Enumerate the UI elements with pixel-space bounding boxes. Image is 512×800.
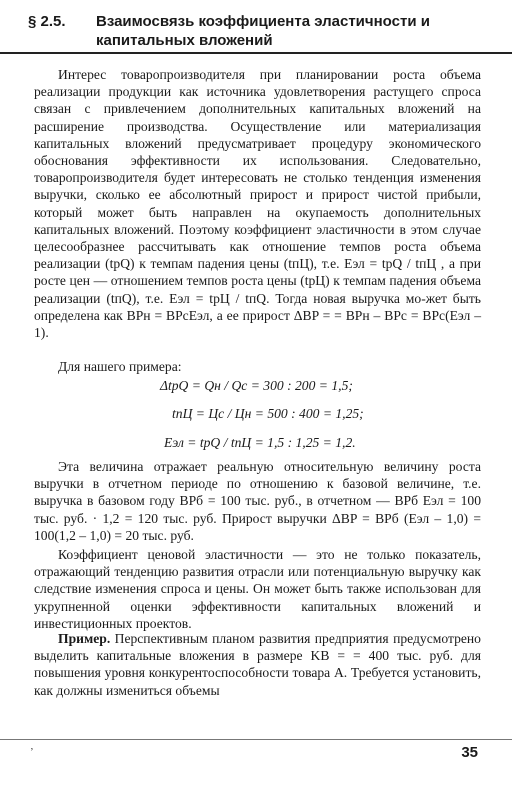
paragraph-example xyxy=(34,630,481,699)
example-text: Перспективным планом развития предприятия предусмотрено выделить капитальные вложения в размере KB = = 400 тыс. руб. для повышения уровня конкурентоспособности товара А. Требуется установить, как должны измениться объемы xyxy=(34,631,481,698)
footer-divider xyxy=(0,739,512,740)
header-divider xyxy=(0,52,512,54)
corner-mark: ’ xyxy=(30,746,34,758)
paragraph-intro: Интерес товаропроизводителя при планировании роста объема реализации продукции как источника удовлетворения растущего спроса связан с привлечением дополнительных капитальных вложений на расширение производства. Осуществление или материализация капитальных вложений предусматривает процедуру экономического обоснования эффективности их использования. Следовательно, товаропроизводителя будет интересовать не столько тенденция изменения выручки, сколько ее абсолютный прирост и прирост чистой прибыли, который может быть направлен на окупаемость дополнительных капитальных вложений. Поэтому коэффициент эластичности в этом случае целесообразнее рассчитывать как отношение темпов роста объема реализации (tpQ) к темпам падения цены (tпЦ), т.е. Eэл = tpQ / tпЦ , а при росте цен — отношением темпов роста цены (tpЦ) к темпам падения объема реализации (tпQ), т.е. Eэл = tpЦ / tпQ. Тогда новая выручка мо-жет быть определена как BPн = BPсEэл, а ее прирост ΔBP = = BPн – BPс = BPс(Eэл – 1). xyxy=(34,67,481,341)
example-label: Пример. xyxy=(58,631,111,646)
section-title: Взаимосвязь коэффициента эластичности и капитальных вложений xyxy=(96,13,430,49)
paragraph-elasticity-use: Коэффициент ценовой эластичности — это не только показатель, отражающий тенденцию развития отрасли или потенциальную выручку как следствие изменения спроса и цены. Он может быть также использован для укрупненной оценки эффективности капитальных вложений и инвестиционных проектов. xyxy=(34,547,481,631)
paragraph-example-lead: Для нашего примера: xyxy=(58,359,182,374)
paragraph-revenue-growth: Эта величина отражает реальную относительную величину роста выручки в отчетном периоде по отношению к базовой величине, т.е. выручка в базовом году BPб = 100 тыс. руб., в отчетном — BPб Eэл = 100 тыс. руб. · 1,2 = 120 тыс. руб. Прирост выручки ΔBP = BPб (Eэл – 1,0) = 100(1,2 – 1,0) = 20 тыс. руб. xyxy=(34,459,481,543)
formula-price-drop: tпЦ = Цс / Цн = 500 : 400 = 1,25; xyxy=(172,406,364,421)
page-number: 35 xyxy=(461,744,478,761)
formula-elasticity: Eэл = tpQ / tпЦ = 1,5 : 1,25 = 1,2. xyxy=(164,435,356,450)
formula-quantity-growth: ΔtpQ = Qн / Qс = 300 : 200 = 1,5; xyxy=(160,378,353,393)
section-number: § 2.5. xyxy=(28,13,66,30)
